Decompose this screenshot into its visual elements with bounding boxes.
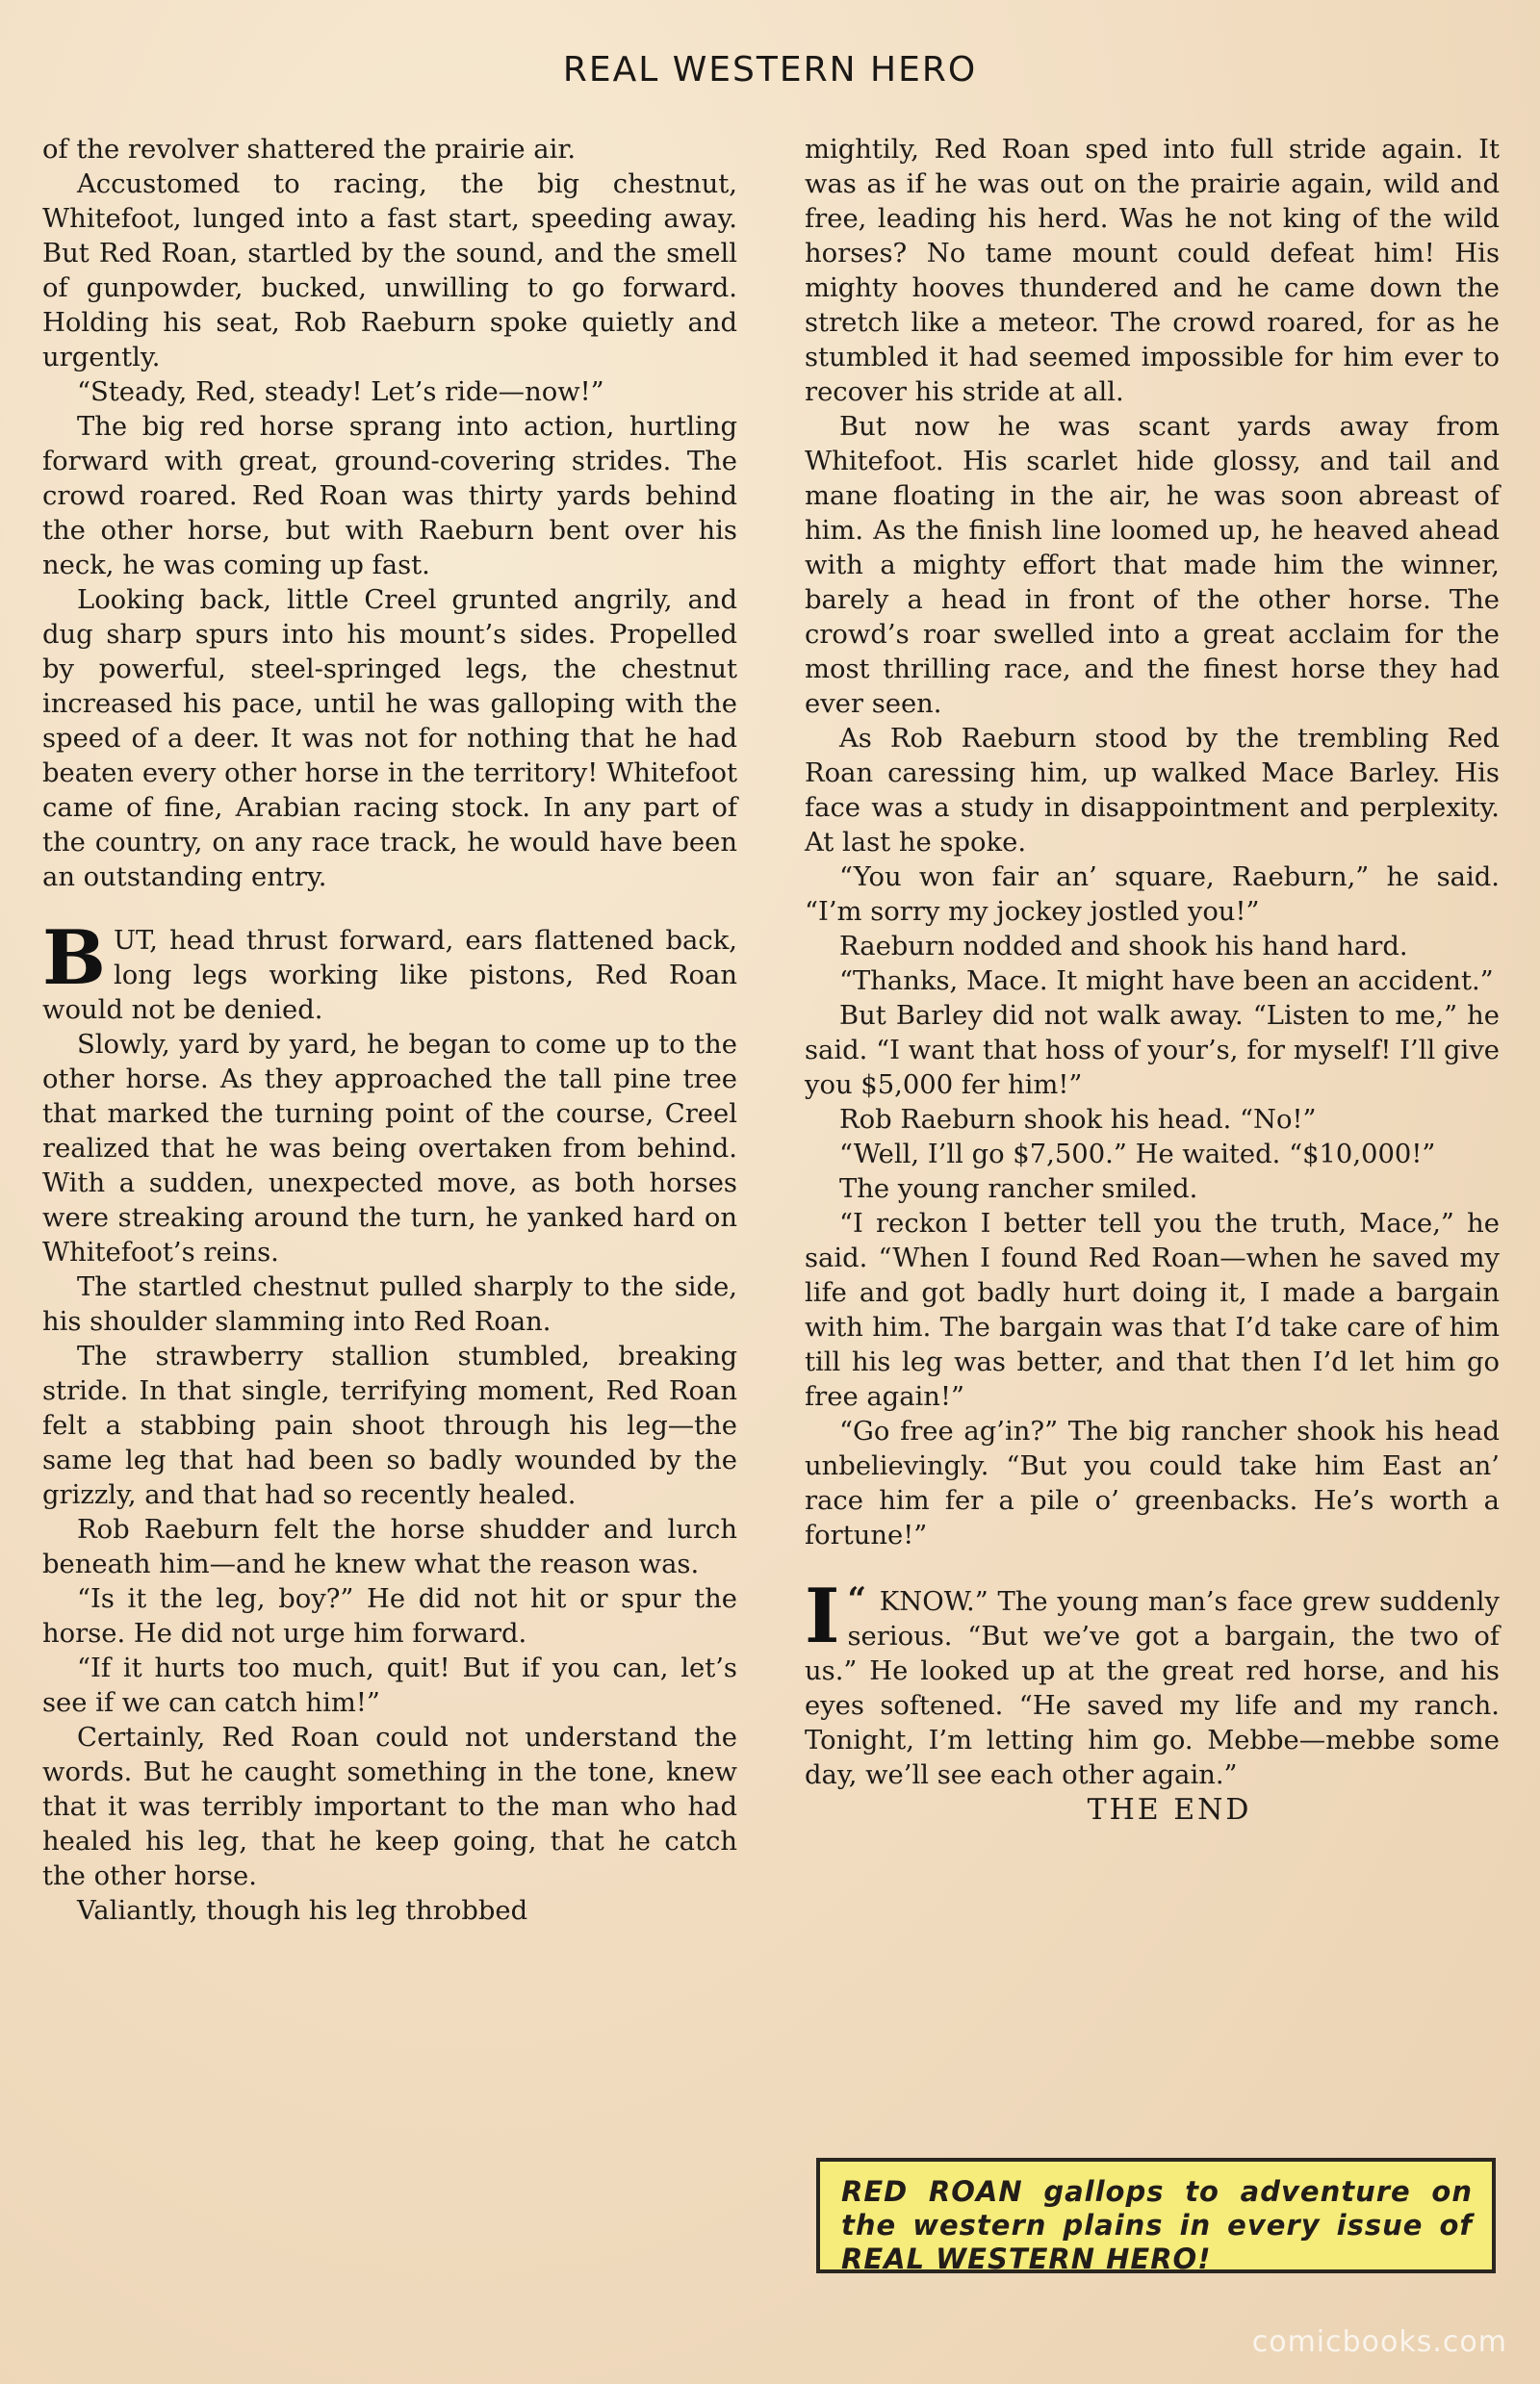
paragraph: “Is it the leg, boy?” He did not hit or spur the horse. He did not urge him forward. bbox=[42, 1584, 737, 1649]
paragraph: “Steady, Red, steady! Let’s ride—now!” bbox=[77, 377, 604, 407]
paragraph: mightily, Red Roan sped into full stride again. It was as if he was out on the prairie again, wild and free, leading his herd. Was he not king of the wild horses? No tame mount could defeat him! His mighty hooves thundered and he came down the stretch like a meteor. The crowd roared, for as he stumbled it had seemed impossible for him ever to recover his stride at all. bbox=[805, 135, 1500, 407]
paragraph: Raeburn nodded and shook his hand hard. bbox=[839, 932, 1408, 961]
paragraph: Accustomed to racing, the big chestnut, Whitefoot, lunged into a fast start, speeding away. But Red Roan, startled by the sound, and the smell of gunpowder, bucked, unwilling to go forward. Holding his seat, Rob Raeburn spoke quietly and urgently. bbox=[42, 169, 737, 372]
paragraph: But Barley did not walk away. “Listen to me,” he said. “I want that hoss of your’s, for myself! I’ll give you $5,000 fer him!” bbox=[805, 1001, 1500, 1100]
dropcap-paragraph bbox=[42, 914, 737, 1028]
paragraph: Certainly, Red Roan could not understand the words. But he caught something in the tone, knew that it was terribly important to the man who had healed his leg, that he keep going, that he catch the other horse. bbox=[42, 1723, 737, 1891]
paragraph: “If it hurts too much, quit! But if you can, let’s see if we can catch him!” bbox=[42, 1653, 737, 1718]
right-text-column bbox=[805, 133, 1500, 1828]
paragraph: The strawberry stallion stumbled, breaking stride. In that single, terrifying moment, Red Roan felt a stabbing pain shoot through his leg—the same leg that had been so badly wounded by the grizzly, and that had so recently healed. bbox=[42, 1342, 737, 1510]
paragraph-text: KNOW.” The young man’s face grew suddenly serious. “But we’ve got a bargain, the two of us.” He looked up at the great red horse, and his eyes softened. “He saved my life and my ranch. Tonight, I’m letting him go. Mebbe—mebbe some day, we’ll see each other again.” bbox=[805, 1587, 1500, 1790]
paragraph: Valiantly, though his leg throbbed bbox=[77, 1896, 528, 1926]
paragraph: “Well, I’ll go $7,500.” He waited. “$10,000!” bbox=[839, 1140, 1436, 1169]
paragraph: Slowly, yard by yard, he began to come up to the other horse. As they approached the tall pine tree that marked the turning point of the course, Creel realized that he was being overtaken from behind. With a sudden, unexpected move, as both horses were streaking around the turn, he yanked hard on Whitefoot’s reins. bbox=[42, 1030, 737, 1268]
paragraph: The big red horse sprang into action, hurtling forward with great, ground-covering strides. The crowd roared. Red Roan was thirty yards behind the other horse, but with Raeburn bent over his neck, he was coming up fast. bbox=[42, 412, 737, 580]
paragraph: “You won fair an’ square, Raeburn,” he said. “I’m sorry my jockey jostled you!” bbox=[805, 862, 1500, 927]
drop-cap-quote-mark: “ bbox=[847, 1580, 867, 1619]
paragraph: Rob Raeburn shook his head. “No!” bbox=[839, 1105, 1317, 1135]
dropcap-paragraph bbox=[805, 1573, 1500, 1793]
paragraph: Looking back, little Creel grunted angrily, and dug sharp spurs into his mount’s sides. Propelled by powerful, steel-springed legs, the chestnut increased his pace, until he was galloping with the speed of a deer. It was not for nothing that he had beaten every other horse in the territory! Whitefoot came of fine, Arabian racing stock. In any part of the country, on any race track, he would have been an outstanding entry. bbox=[42, 585, 737, 892]
paragraph: But now he was scant yards away from Whitefoot. His scarlet hide glossy, and tail and mane floating in the air, he was soon abreast of him. As the finish line loomed up, he heaved ahead with a mighty effort that made him the winner, barely a head in front of the other horse. The crowd’s roar swelled into a great acclaim for the most thrilling race, and the finest horse they had ever seen. bbox=[805, 412, 1500, 719]
promo-box: RED ROAN gallops to adventure on the western plains in every issue of REAL WESTERN HERO! bbox=[816, 2158, 1496, 2273]
paragraph: “Thanks, Mace. It might have been an accident.” bbox=[839, 966, 1494, 996]
paragraph: The young rancher smiled. bbox=[839, 1174, 1198, 1204]
page-header-title: REAL WESTERN HERO bbox=[562, 50, 978, 90]
paragraph: The startled chestnut pulled sharply to the side, his shoulder slamming into Red Roan. bbox=[42, 1272, 737, 1337]
paragraph: of the revolver shattered the prairie air. bbox=[42, 135, 577, 165]
site-watermark: comicbooks.com bbox=[1251, 2325, 1507, 2359]
paragraph: “Go free ag’in?” The big rancher shook his head unbelievingly. “But you could take him East an’ race him fer a pile o’ greenbacks. He’s worth a fortune!” bbox=[805, 1417, 1500, 1551]
left-text-column bbox=[42, 133, 737, 1929]
paragraph: Rob Raeburn felt the horse shudder and lurch beneath him—and he knew what the reason was. bbox=[42, 1515, 737, 1579]
drop-cap-letter: I bbox=[805, 1573, 840, 1660]
drop-cap-letter: B bbox=[42, 914, 106, 1002]
the-end-label: THE END bbox=[1087, 1793, 1252, 1827]
paragraph: “I reckon I better tell you the truth, Mace,” he said. “When I found Red Roan—when he saved my life and got badly hurt doing it, I made a bargain with him. The bargain was that I’d take care of him till his leg was better, and that then I’d let him go free again!” bbox=[805, 1209, 1500, 1412]
paragraph-text: UT, head thrust forward, ears flattened back, long legs working like pistons, Red Roan would not be denied. bbox=[42, 926, 737, 1025]
paragraph: As Rob Raeburn stood by the trembling Red Roan caressing him, up walked Mace Barley. His face was a study in disappointment and perplexity. At last he spoke. bbox=[805, 724, 1500, 858]
